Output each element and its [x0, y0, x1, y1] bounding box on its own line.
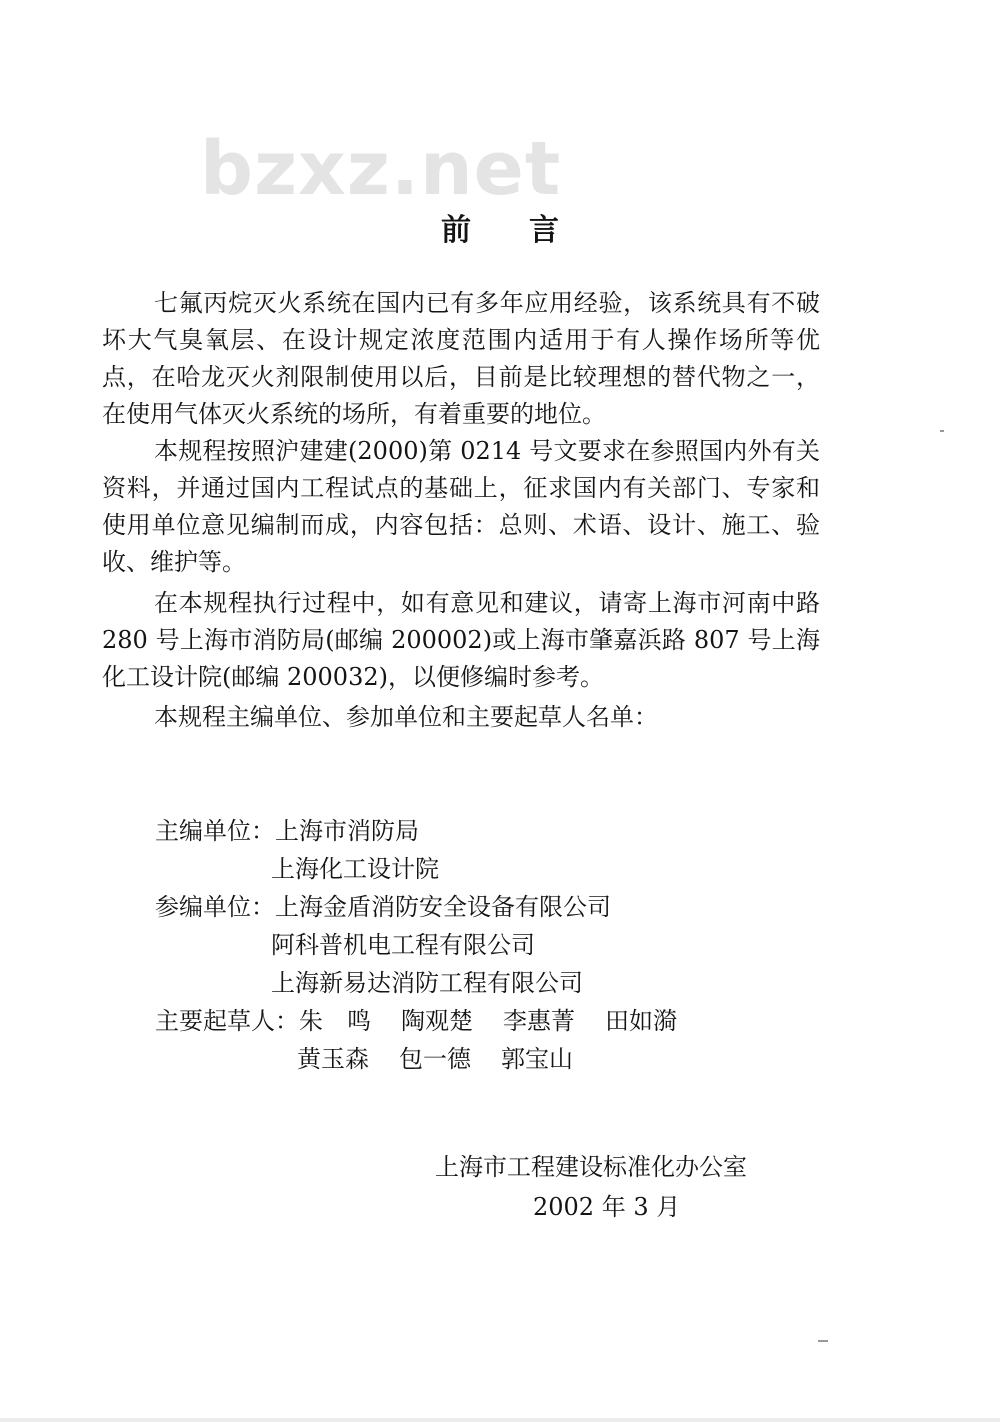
- participating-unit-row: [155, 964, 707, 1002]
- preface-paragraph-4: [102, 699, 820, 736]
- paragraph-text: 本规程主编单位、参加单位和主要起草人名单：: [154, 703, 658, 731]
- drafter-name: 陶观楚: [401, 1007, 473, 1035]
- chief-unit-row: [155, 850, 707, 888]
- participating-unit-item: 上海新易达消防工程有限公司: [271, 969, 583, 997]
- scan-speck: [818, 1340, 828, 1342]
- chief-units-label: 主编单位：: [155, 817, 275, 845]
- contributors-list: [155, 812, 707, 1078]
- title-char-2: 言: [529, 213, 559, 248]
- chief-unit-item: 上海化工设计院: [271, 855, 439, 883]
- signoff-date: 2002 年 3 月: [533, 1193, 681, 1221]
- participating-unit-item: 上海金盾消防安全设备有限公司: [275, 893, 611, 921]
- paragraph-text: 本规程按照沪建建(2000)第 0214 号文要求在参照国内外有关资料，并通过国内工程试点的基础上，征求国内有关部门、专家和使用单位意见编制而成，内容包括：总则、术语、设计、施工、验收、维护等。: [102, 437, 820, 576]
- participating-units-label: 参编单位：: [155, 893, 275, 921]
- drafter-name: 黄玉森: [297, 1045, 369, 1073]
- drafter-name: 包一德: [399, 1045, 471, 1073]
- page-title: [0, 205, 1000, 249]
- title-char-1: 前: [441, 213, 471, 248]
- participating-unit-row: [155, 888, 707, 926]
- drafters-label: 主要起草人：: [155, 1007, 299, 1035]
- paragraph-text: 在本规程执行过程中，如有意见和建议，请寄上海市河南中路 280 号上海市消防局(邮编 200002)或上海市肇嘉浜路 807 号上海化工设计院(邮编 200032)，以便修编时参考。: [102, 589, 820, 691]
- chief-unit-row: [155, 812, 707, 850]
- participating-unit-item: 阿科普机电工程有限公司: [271, 931, 535, 959]
- chief-unit-item: 上海市消防局: [275, 817, 419, 845]
- page-bottom-edge: [0, 1418, 1000, 1422]
- signoff-organization: 上海市工程建设标准化办公室: [435, 1153, 747, 1181]
- preface-paragraph-1: [102, 285, 820, 433]
- scan-speck: [940, 430, 944, 432]
- drafters-row: [155, 1040, 707, 1078]
- preface-paragraph-3: [102, 585, 820, 696]
- drafter-name: 郭宝山: [501, 1045, 573, 1073]
- participating-unit-row: [155, 926, 707, 964]
- drafter-name: 李惠菁: [503, 1007, 575, 1035]
- paragraph-text: 七氟丙烷灭火系统在国内已有多年应用经验，该系统具有不破坏大气臭氧层、在设计规定浓度范围内适用于有人操作场所等优点，在哈龙灭火剂限制使用以后，目前是比较理想的替代物之一，在使用气体灭火系统的场所，有着重要的地位。: [102, 289, 820, 428]
- drafter-name: 田如漪: [605, 1007, 677, 1035]
- drafters-row: [155, 1002, 707, 1040]
- watermark: bzxz.net: [200, 126, 562, 212]
- signoff: [435, 1147, 747, 1227]
- preface-paragraph-2: [102, 433, 820, 581]
- drafter-name: 朱 鸣: [299, 1007, 371, 1035]
